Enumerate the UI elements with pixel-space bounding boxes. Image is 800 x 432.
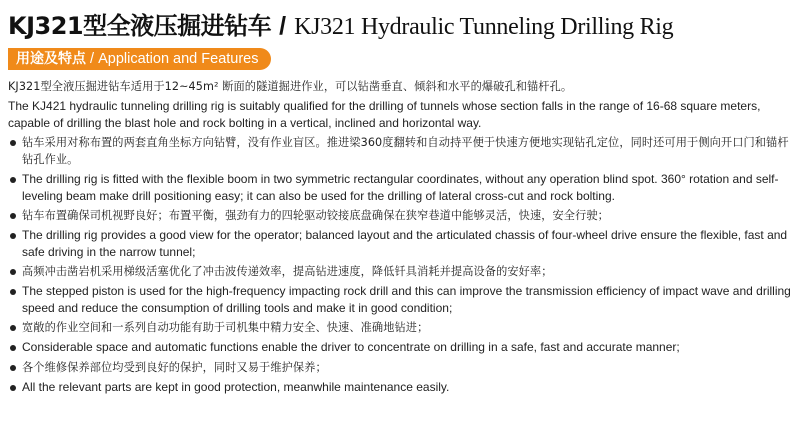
intro-chinese: KJ321型全液压掘进钻车适用于12~45m² 断面的隧道掘进作业，可以钻凿垂直、倾斜和水平的爆破孔和锚杆孔。 — [8, 80, 573, 93]
section-badge — [8, 48, 271, 70]
feature-5-chinese: 各个维修保养部位均受到良好的保护，同时又易于维护保养； — [8, 359, 792, 376]
feature-5-english: All the relevant parts are kept in good protection, meanwhile maintenance easily. — [8, 379, 792, 396]
feature-2-english: The drilling rig provides a good view for the operator; balanced layout and the articulated chassis of four-wheel drive ensure the flexible, fast and safe driving in the narrow tunnel; — [8, 227, 792, 260]
title-row — [8, 6, 792, 42]
title-separator: / — [279, 12, 287, 40]
feature-3-chinese: 高频冲击凿岩机采用梯级活塞优化了冲击波传递效率，提高钻进速度，降低钎具消耗并提高设备的安好率； — [8, 263, 792, 280]
feature-4-english: Considerable space and automatic functions enable the driver to concentrate on drilling in a safe, fast and accurate manner; — [8, 339, 792, 356]
title-chinese: KJ321型全液压掘进钻车 — [8, 12, 272, 40]
feature-3-english: The stepped piston is used for the high-frequency impacting rock drill and this can improve the transmission efficiency of impact wave and drilling speed and reduce the consumption of drilling tools and make it in good condition; — [8, 283, 792, 316]
feature-2-chinese: 钻车布置确保司机视野良好；布置平衡，强劲有力的四轮驱动铰接底盘确保在狭窄巷道中能够灵活，快速，安全行驶； — [8, 207, 792, 224]
feature-list — [8, 134, 792, 395]
feature-4-chinese: 宽敞的作业空间和一系列自动功能有助于司机集中精力安全、快速、准确地钻进； — [8, 319, 792, 336]
intro-english: The KJ421 hydraulic tunneling drilling rig is suitably qualified for the drilling of tunnels whose section falls in the range of 16-68 square meters, capable of drilling the blast hole and rock bolting in a vertical, inclined and horizontal way. — [8, 99, 761, 130]
feature-1-english: The drilling rig is fitted with the flexible boom in two symmetric rectangular coordinates, without any operation blind spot. 360° rotation and self-leveling beam make drill positioning easy; it can also be used for the drilling of lateral cross-cut and rock bolting. — [8, 171, 792, 204]
section-badge-separator: / — [86, 51, 99, 67]
title-english: KJ321 Hydraulic Tunneling Drilling Rig — [294, 14, 674, 40]
section-badge-english: Application and Features — [98, 51, 259, 67]
feature-1-chinese: 钻车采用对称布置的两套直角坐标方向钻臂，没有作业盲区。推进梁360度翻转和自动持平便于快速方便地实现钻孔定位，同时还可用于侧向开口门和锚杆钻孔作业。 — [8, 134, 792, 168]
section-badge-chinese: 用途及特点 — [16, 51, 86, 67]
